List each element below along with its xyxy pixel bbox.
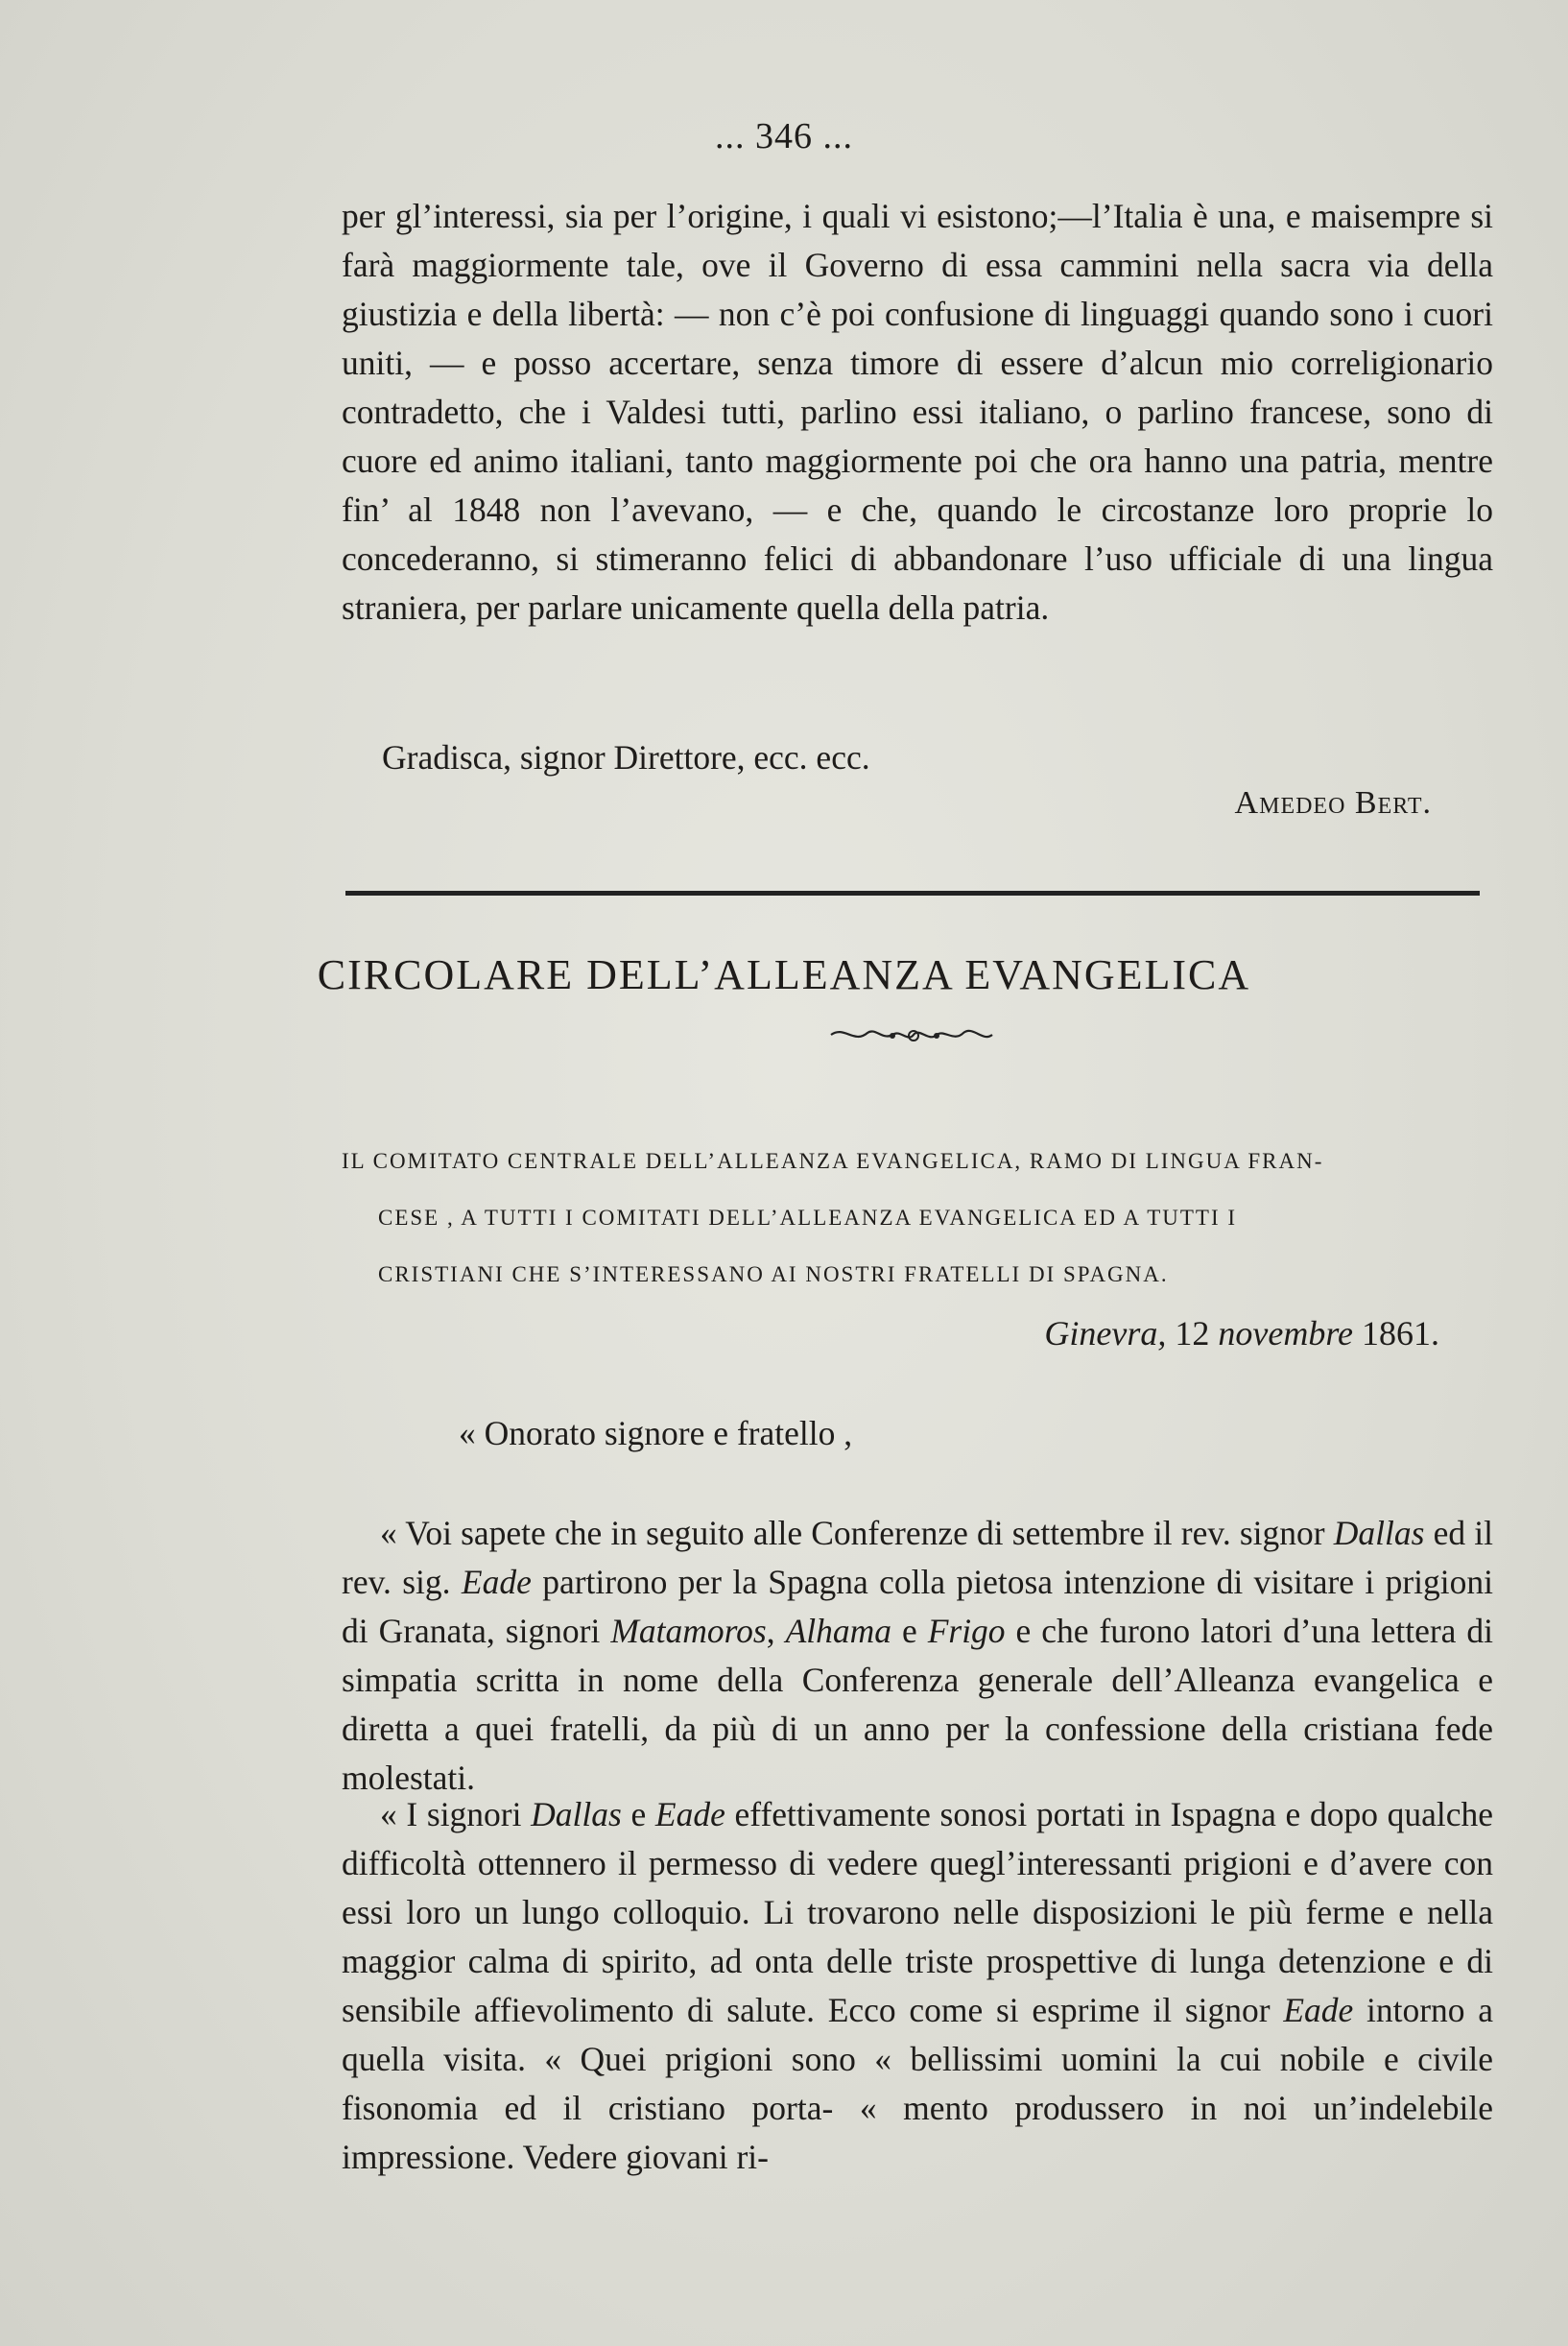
ornament-flourish-icon [825,1021,998,1050]
name-eade: Eade [654,1795,725,1833]
text-run: , [766,1612,786,1650]
page-number: ... 346 ... [715,116,853,156]
name-frigo: Frigo [927,1612,1006,1650]
subheading-line: IL COMITATO CENTRALE DELL’ALLEANZA EVANGELICA, RAMO DI LINGUA FRAN- [342,1149,1324,1173]
text-run: e che furono latori d’una lettera di simpatia scritta in nome della Conferenza generale dell’Alleanza evangelica e diretta a quei fratelli, da più di un anno per la confessione della cristiana fede molestati. [342,1612,1493,1797]
name-eade: Eade [461,1563,532,1601]
section-heading: CIRCOLARE DELL’ALLEANZA EVANGELICA [317,951,1251,998]
text-run: effettivamente sonosi portati in Ispagna e dopo qualche difficoltà ottennero il permesso di vedere quegl’interessanti prigioni e d’avere con essi loro un lungo colloquio. Li trovarono nelle disposizioni le più ferme e nella maggior calma di spirito, ad onta delle triste prospettive di lunga detenzione e di sensibile affievolimento di salute. Ecco come si esprime il signor [342,1795,1493,2029]
subheading-line: CESE , A TUTTI I COMITATI DELL’ALLEANZA EVANGELICA ED A TUTTI I [378,1206,1238,1230]
dateline-month: novembre [1218,1314,1353,1353]
dateline-year: 1861. [1353,1314,1439,1353]
dateline [864,1313,1439,1353]
salutation: « Onorato signore e fratello , [459,1414,853,1452]
name-alhama: Alhama [785,1612,891,1650]
name-dallas: Dallas [531,1795,622,1833]
name-dallas: Dallas [1333,1514,1425,1552]
letter-closing: Gradisca, signor Direttore, ecc. ecc. [382,738,870,777]
text-run: e [621,1795,655,1833]
name-eade: Eade [1283,1991,1354,2029]
subheading-line: CRISTIANI CHE S’INTERESSANO AI NOSTRI FRATELLI DI SPAGNA. [378,1262,1169,1286]
text-run: « Voi sapete che in seguito alle Conferenze di settembre il rev. signor [380,1514,1334,1552]
text-run: « I signori [380,1795,532,1833]
letter-paragraph: per gl’interessi, sia per l’origine, i quali vi esistono;—l’Italia è una, e maisempre si farà maggiormente tale, ove il Governo di essa cammini nella sacra via della giustizia e della libertà: — non c’è poi confusione di linguaggi quando sono i cuori uniti, — e posso accertare, senza timore di essere d’alcun mio correligionario contradetto, che i Valdesi tutti, parlino essi italiano, o parlino francese, sono di cuore ed animo italiani, tanto maggiormente poi che ora hanno una patria, mentre fin’ al 1848 non l’avevano, — e che, quando le circostanze loro proprie lo concederanno, si stimeranno felici di abbandonare l’uso ufficiale di una lingua straniera, per parlare unicamente quella della patria. [342,197,1493,627]
text-run: partirono per la Spagna colla pietosa intenzione di visitare i prigioni di Granata, signori [342,1563,1493,1650]
text-run: intorno a quella visita. « Quei prigioni sono « bellissimi uomini la cui nobile e civile fisonomia ed il cristiano porta- « mento produssero in noi un’indelebile impressione. Vedere giovani ri- [342,1991,1494,2176]
name-matamoros: Matamoros [610,1612,767,1650]
section-divider [345,891,1480,896]
dateline-day: 12 [1166,1314,1219,1353]
body-paragraph [342,1790,1493,2182]
text-run: ed il rev. sig. [342,1514,1493,1601]
dateline-place: Ginevra, [1044,1314,1167,1353]
circular-subheading [342,1133,1493,1303]
letter-signature: Amedeo Bert. [1234,785,1432,821]
body-paragraph [342,1509,1493,1803]
text-run: e [891,1612,928,1650]
